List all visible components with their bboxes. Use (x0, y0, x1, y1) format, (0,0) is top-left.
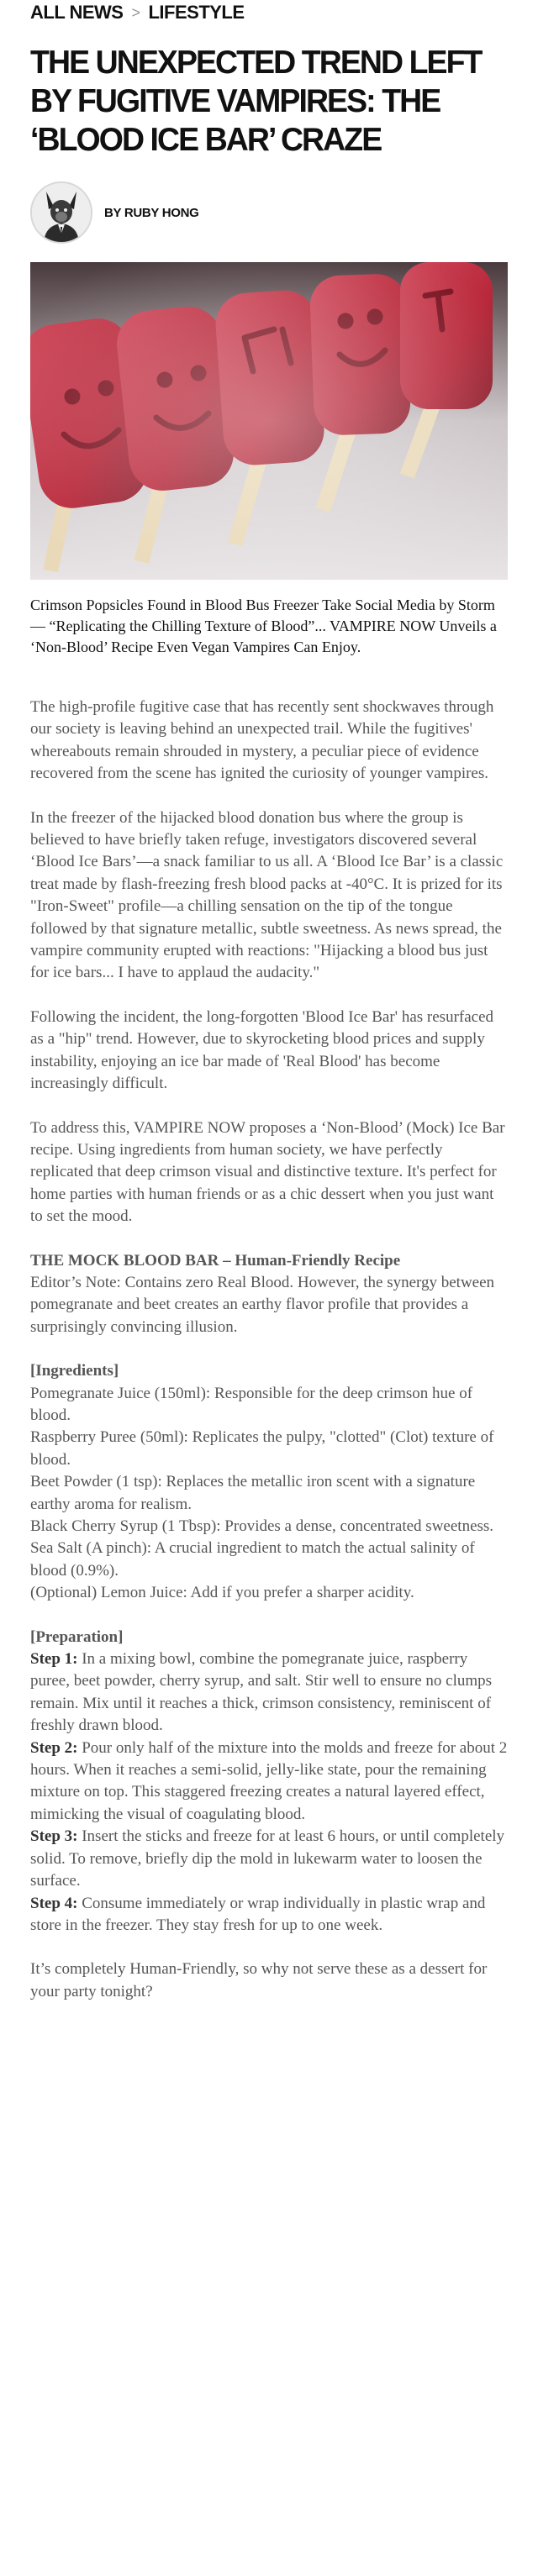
step-label: Step 2: (30, 1738, 78, 1757)
breadcrumb-lifestyle[interactable]: LIFESTYLE (148, 2, 245, 23)
avatar[interactable] (30, 181, 92, 244)
recipe-intro (30, 1250, 508, 1339)
preparation-step (30, 1648, 508, 1737)
closing-paragraph: It’s completely Human-Friendly, so why not serve these as a dessert for your party tonight? (30, 1960, 488, 2000)
paragraph: Following the incident, the long-forgotten 'Blood Ice Bar' has resurfaced as a "hip" trend. However, due to skyrocketing blood prices and supply instability, enjoying an ice bar made of 'Real Blood' has become increasingly difficult. (30, 1007, 494, 1093)
step-text: Consume immediately or wrap individually in plastic wrap and store in the freezer. They stay fresh for up to one week. (30, 1894, 486, 1934)
step-label: Step 1: (30, 1650, 78, 1669)
preparation-step (30, 1893, 508, 1937)
step-text: Pour only half of the mixture into the molds and freeze for about 2 hours. When it reaches a semi-solid, jelly-like state, pour the remaining mixture on top. This staggered freezing creates a natural layered effect, mimicking the visual of coagulating blood. (30, 1738, 508, 1823)
editor-note: Editor’s Note: Contains zero Real Blood. However, the synergy between pomegranate and beet creates an earthy flavor profile that provides a surprisingly convincing illusion. (30, 1273, 495, 1336)
author-portrait-icon (32, 183, 91, 242)
ingredient-item: Raspberry Puree (50ml): Replicates the pulpy, "clotted" (Clot) texture of blood. (30, 1428, 494, 1469)
byline (30, 180, 508, 245)
image-caption: Crimson Popsicles Found in Blood Bus Freezer Take Social Media by Storm — “Replicating the Chilling Texture of Blood”... VAMPIRE NOW Unveils a ‘Non-Blood’ Recipe Even Vegan Vampires Can Enjoy. (30, 597, 497, 655)
preparation-step (30, 1737, 508, 1827)
step-label: Step 3: (30, 1827, 78, 1846)
hero-image (30, 262, 508, 580)
breadcrumb-all-news[interactable]: ALL NEWS (30, 2, 124, 23)
blood-ice-bar-photo (30, 262, 508, 580)
article-body (30, 697, 508, 2003)
recipe-title: THE MOCK BLOOD BAR – Human-Friendly Recipe (30, 1251, 401, 1270)
ingredients-title: [Ingredients] (30, 1362, 119, 1380)
author-name[interactable]: BY RUBY HONG (104, 205, 199, 220)
preparation-section (30, 1627, 508, 1937)
ingredient-item: Pomegranate Juice (150ml): Responsible for the deep crimson hue of blood. (30, 1384, 473, 1424)
paragraph: To address this, VAMPIRE NOW proposes a ‘Non-Blood’ (Mock) Ice Bar recipe. Using ingredients from human society, we have perfectly replicated that deep crimson visual and distinctive texture. It's perfect for home parties with human friends or as a chic dessert when you just want to set the mood. (30, 1118, 505, 1226)
step-text: Insert the sticks and freeze for at least 6 hours, or until completely solid. To remove, briefly dip the mold in lukewarm water to loosen the surface. (30, 1827, 505, 1890)
preparation-title: [Preparation] (30, 1627, 124, 1646)
paragraph: In the freezer of the hijacked blood donation bus where the group is believed to have briefly taken refuge, investigators discovered several ‘Blood Ice Bars’—a snack familiar to us all. A ‘Blood Ice Bar’ is a classic treat made by flash-freezing fresh blood packs at -40°C. It is prized for its "Iron-Sweet" profile—a chilling sensation on the tip of the tongue followed by that signature metallic, subtle sweetness. As news spread, the vampire community erupted with reactions: "Hijacking a blood bus just for ice bars... I have to applaud the audacity." (30, 808, 504, 982)
paragraph: The high-profile fugitive case that has recently sent shockwaves through our society is leaving behind an unexpected trail. While the fugitives' whereabouts remain shrouded in mystery, a peculiar piece of evidence recovered from the scene has ignited the curiosity of younger vampires. (30, 698, 494, 783)
chevron-right-icon: > (131, 3, 140, 21)
ingredient-item: (Optional) Lemon Juice: Add if you prefer a sharper acidity. (30, 1584, 414, 1602)
page-title: THE UNEXPECTED TREND LEFT BY FUGITIVE VAMPIRES: THE ‘BLOOD ICE BAR’ CRAZE (30, 45, 482, 158)
ingredient-item: Beet Powder (1 tsp): Replaces the metallic iron scent with a signature earthy aroma for realism. (30, 1473, 476, 1513)
ingredient-item: Sea Salt (A pinch): A crucial ingredient to match the actual salinity of blood (0.9%). (30, 1539, 475, 1580)
ingredient-item: Black Cherry Syrup (1 Tbsp): Provides a dense, concentrated sweetness. (30, 1517, 494, 1535)
ingredients-section (30, 1360, 508, 1604)
step-text: In a mixing bowl, combine the pomegranate juice, raspberry puree, beet powder, cherry syrup, and salt. Stir well to ensure no clumps remain. Mix until it reaches a thick, crimson consistency, reminiscent of freshly drawn blood. (30, 1650, 493, 1735)
step-label: Step 4: (30, 1894, 78, 1912)
preparation-step (30, 1826, 508, 1892)
breadcrumb (30, 0, 508, 25)
